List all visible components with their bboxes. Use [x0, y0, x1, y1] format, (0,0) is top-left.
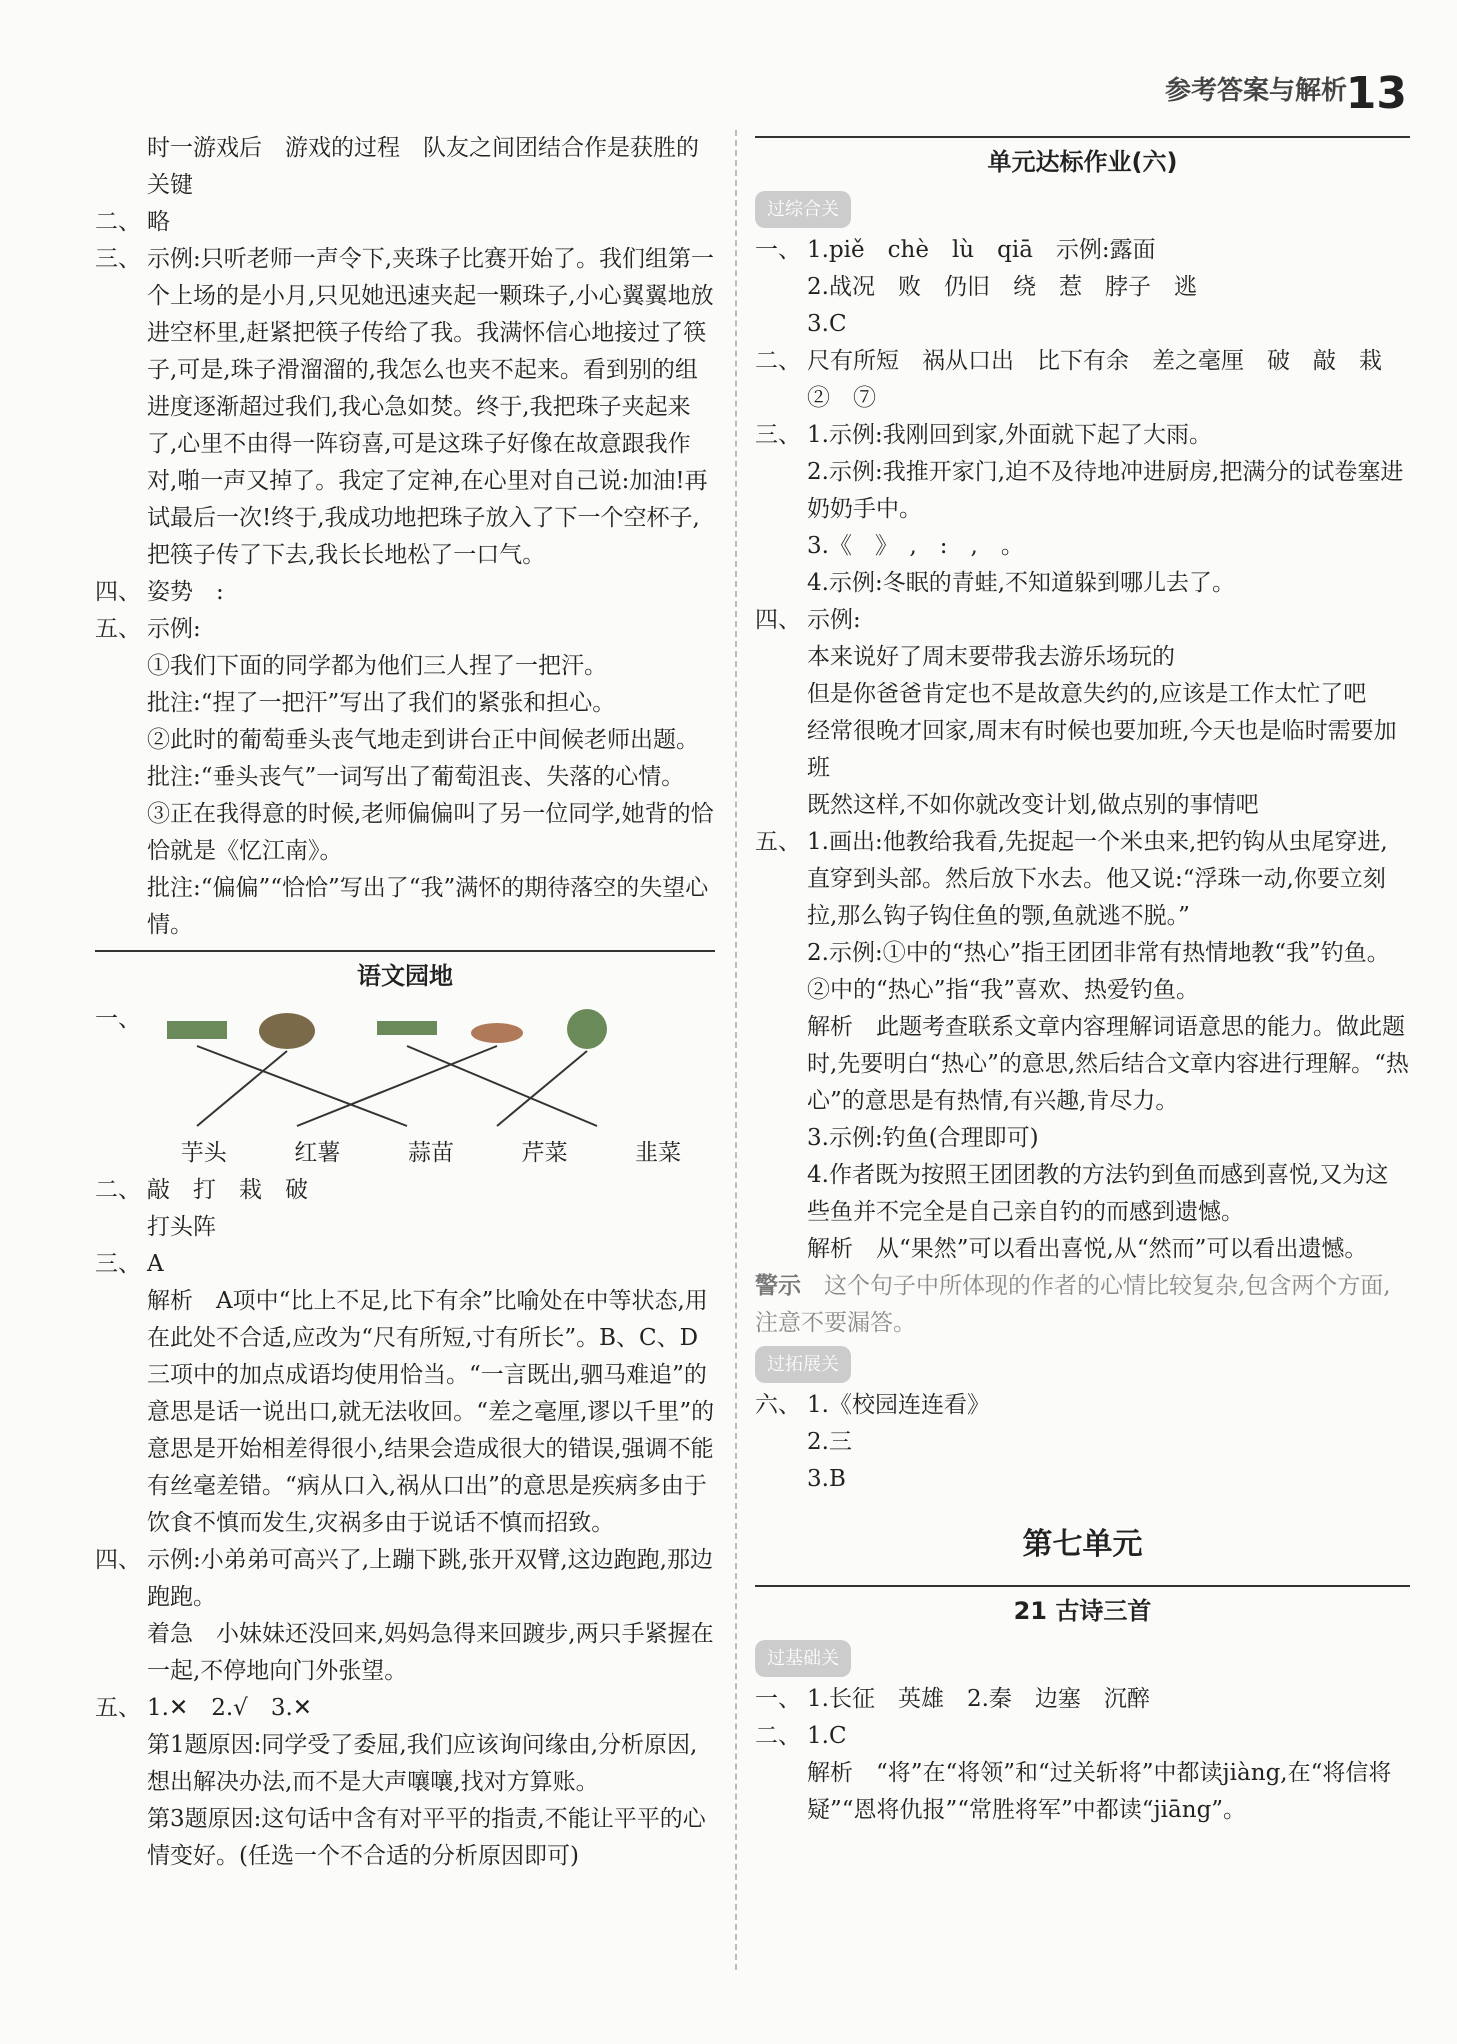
- answer-text: ①我们下面的同学都为他们三人捏了一把汗。 批注:“捏了一把汗”写出了我们的紧张和担心。 ②此时的葡萄垂头丧气地走到讲台正中间候老师出题。 批注:“垂头丧气”一词写出了葡萄沮丧、失落的心情。 ③正在我得意的时候,老师偏偏叫了另一位同学,她背的恰恰就是《忆江南》。 批注:“偏偏”“恰恰”写出了“我”满怀的期待落空的失望心情。: [147, 653, 714, 938]
- answer-item: [755, 417, 1410, 602]
- answer-text: 示例: 本来说好了周末要带我去游乐场玩的 但是你爸爸肯定也不是故意失约的,应该是工作太忙了吧 经常很晚才回家,周末有时候也要加班,今天也是临时需要加班 既然这样,不如你就改变计划,做点别的事情吧: [807, 607, 1397, 818]
- item-number: 四、: [95, 1547, 141, 1573]
- item-number: 五、: [95, 616, 141, 642]
- page-number: 13: [1345, 68, 1407, 119]
- vegetable-label: 芋头: [180, 1140, 227, 1166]
- unit7-title: 第七单元: [1022, 1527, 1143, 1562]
- answer-item: [755, 824, 1410, 1268]
- answer-text: 示例:: [147, 616, 201, 642]
- item-number: 三、: [95, 246, 141, 272]
- item-number: 二、: [95, 209, 141, 235]
- left-column: [95, 130, 715, 1875]
- answer-item: [95, 648, 715, 944]
- answer-item: [95, 1246, 715, 1283]
- item-number: 一、: [95, 1006, 141, 1032]
- answer-item: [95, 204, 715, 241]
- vegetable-label: 韭菜: [635, 1140, 682, 1166]
- answer-item: [95, 1542, 715, 1690]
- answer-text: A: [147, 1251, 164, 1277]
- answer-item: [755, 1718, 1410, 1829]
- warning-label: 警示: [755, 1273, 801, 1299]
- answer-text: 1.✕ 2.√ 3.✕ 第1题原因:同学受了委屈,我们应该询问缘由,分析原因,想出解决办法,而不是大声嚷嚷,找对方算账。 第3题原因:这句话中含有对平平的指责,不能让平平的心情变好。(任选一个不合适的分析原因即可): [147, 1695, 706, 1869]
- answer-text: 略: [147, 209, 170, 235]
- answer-item: [95, 1172, 715, 1246]
- answer-item: [95, 1283, 715, 1542]
- item-number: 五、: [755, 829, 801, 855]
- answer-item: [95, 1690, 715, 1875]
- answer-text: 尺有所短 祸从口出 比下有余 差之毫厘 破 敲 栽 ② ⑦: [807, 348, 1405, 411]
- item-number: [95, 648, 147, 944]
- matching-diagram: [147, 1001, 707, 1131]
- answer-text: 1.《校园连连看》 2.三 3.B: [807, 1392, 990, 1492]
- answer-text: 1.C 解析 “将”在“将领”和“过关斩将”中都读jiàng,在“将信将疑”“恩将仇报”“常胜将军”中都读“jiāng”。: [807, 1723, 1392, 1823]
- vegetable-label: 芹菜: [521, 1140, 568, 1166]
- taro-image: [259, 1013, 315, 1049]
- item-number: 五、: [95, 1695, 141, 1721]
- answer-item: [755, 602, 1410, 824]
- answer-item: [95, 130, 715, 204]
- item-number: 二、: [95, 1177, 141, 1203]
- section-tag: 过综合关: [755, 191, 851, 228]
- answer-text: 时一游戏后 游戏的过程 队友之间团结合作是获胜的关键: [147, 135, 699, 198]
- item-number: 四、: [755, 607, 801, 633]
- answer-item: [755, 343, 1410, 417]
- section-header: 参考答案与解析: [1164, 76, 1347, 106]
- section-tag: 过基础关: [755, 1640, 851, 1677]
- answer-item: [755, 232, 1410, 343]
- answer-text: 1.piě chè lù qiā 示例:露面 2.战况 败 仍旧 绕 惹 脖子 逃 3.C: [807, 237, 1197, 337]
- item-number: 六、: [755, 1392, 801, 1418]
- answer-text: 1.画出:他教给我看,先捉起一个米虫来,把钓钩从虫尾穿进,直穿到头部。然后放下水去。他又说:“浮珠一动,你要立刻拉,那么钩子钩住鱼的颚,鱼就逃不脱。” 2.示例:①中的“热心”指王团团非常有热情地教“我”钓鱼。②中的“热心”指“我”喜欢、热爱钓鱼。 解析 此题考查联系文章内容理解词语意思的能力。做此题时,先要明白“热心”的意思,然后结合文章内容进行理解。“热心”的意思是有热情,有兴趣,肯尽力。 3.示例:钓鱼(合理即可) 4.作者既为按照王团团教的方法钓到鱼而感到喜悦,又为这些鱼并不完全是自己亲自钓的而感到遗憾。 解析 从“果然”可以看出喜悦,从“然而”可以看出遗憾。: [807, 829, 1409, 1262]
- answer-item: [95, 241, 715, 574]
- answer-text: 示例:小弟弟可高兴了,上蹦下跳,张开双臂,这边跑跑,那边跑跑。 着急 小妹妹还没回来,妈妈急得来回踱步,两只手紧握在一起,不停地向门外张望。: [147, 1547, 714, 1684]
- item-number: 三、: [755, 422, 801, 448]
- lesson-title: 21 古诗三首: [755, 1585, 1410, 1630]
- item-number: 二、: [755, 348, 801, 374]
- sweet-potato-image: [471, 1023, 523, 1043]
- yuwen-title: 语文园地: [95, 950, 715, 995]
- warning-text: 这个句子中所体现的作者的心情比较复杂,包含两个方面,注意不要漏答。: [755, 1273, 1391, 1336]
- celery-image: [567, 1009, 607, 1049]
- answer-text: 1.长征 英雄 2.秦 边塞 沉醉: [807, 1686, 1150, 1712]
- garlic-sprout-image: [377, 1021, 437, 1035]
- item-number: [95, 1283, 147, 1542]
- item-number: 二、: [755, 1723, 801, 1749]
- item-number: 三、: [95, 1251, 141, 1277]
- answer-text: 1.示例:我刚回到家,外面就下起了大雨。 2.示例:我推开家门,迫不及待地冲进厨房,把满分的试卷塞进奶奶手中。 3.《 》 , : , 。 4.示例:冬眠的青蛙,不知道躲到哪儿去了。: [807, 422, 1404, 596]
- chive-image: [167, 1021, 227, 1039]
- item-number: 四、: [95, 579, 141, 605]
- answer-text: 解析 A项中“比上不足,比下有余”比喻处在中等状态,用在此处不合适,应改为“尺有所短,寸有所长”。B、C、D三项中的加点成语均使用恰当。“一言既出,驷马难追”的意思是话一说出口,就无法收回。“差之毫厘,谬以千里”的意思是开始相差得很小,结果会造成很大的错误,强调不能有丝毫差错。“病从口入,祸从口出”的意思是疾病多由于饮食不慎而发生,灾祸多由于说话不慎而招致。: [147, 1288, 715, 1536]
- answer-text: 姿势 :: [147, 579, 224, 605]
- vegetable-label: 蒜苗: [407, 1140, 454, 1166]
- section-tag: 过拓展关: [755, 1346, 851, 1383]
- item-number: 一、: [755, 1686, 801, 1712]
- column-divider: [735, 130, 737, 1970]
- vegetable-label: 红薯: [294, 1140, 341, 1166]
- answer-item: [755, 1681, 1410, 1718]
- answer-item: [95, 574, 715, 611]
- answer-text: 示例:只听老师一声令下,夹珠子比赛开始了。我们组第一个上场的是小月,只见她迅速夹起一颗珠子,小心翼翼地放进空杯里,赶紧把筷子传给了我。我满怀信心地接过了筷子,可是,珠子滑溜溜的,我怎么也夹不起来。看到别的组进度逐渐超过我们,我心急如焚。终于,我把珠子夹起来了,心里不由得一阵窃喜,可是这珠子好像在故意跟我作对,啪一声又掉了。我定了定神,在心里对自己说:加油!再试最后一次!终于,我成功地把珠子放入了下一个空杯子,把筷子传了下去,我长长地松了一口气。: [147, 246, 715, 568]
- item-number: 一、: [755, 237, 801, 263]
- unit6-title: 单元达标作业(六): [755, 136, 1410, 181]
- answer-text: 敲 打 栽 破 打头阵: [147, 1177, 308, 1240]
- answer-item: [95, 611, 715, 648]
- right-column: [755, 130, 1410, 1829]
- item-number: [95, 130, 147, 204]
